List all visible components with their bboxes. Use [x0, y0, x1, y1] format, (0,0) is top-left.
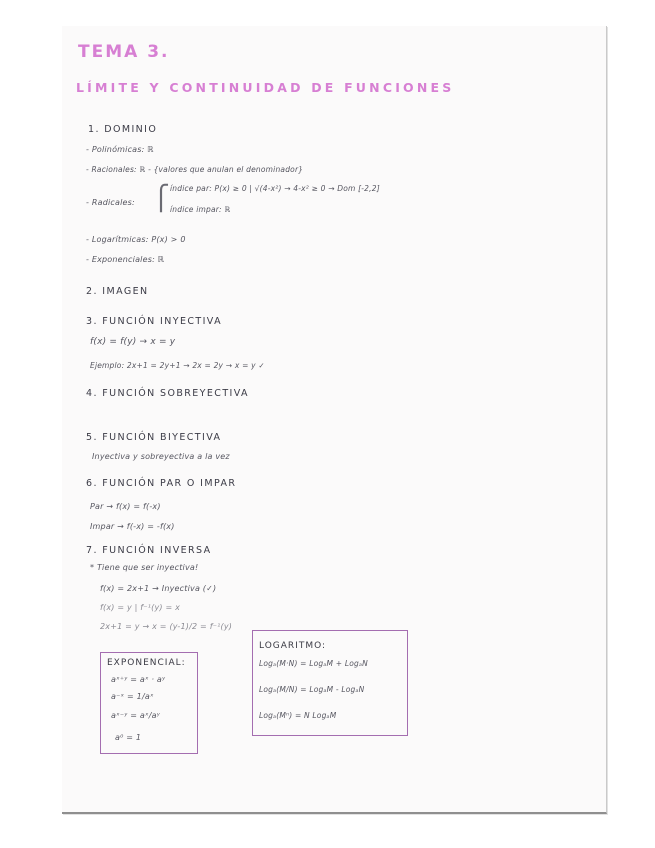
inversa-line2: f(x) = y | f⁻¹(y) = x — [100, 603, 181, 612]
dominio-racionales: - Racionales: ℝ - {valores que anulan el denominador} — [86, 165, 304, 174]
heading-sobreyectiva: 4. FUNCIÓN SOBREYECTIVA — [86, 388, 249, 399]
heading-dominio: 1. DOMINIO — [88, 124, 158, 135]
heading-imagen: 2. IMAGEN — [86, 286, 149, 297]
inversa-line3: 2x+1 = y → x = (y-1)/2 = f⁻¹(y) — [100, 622, 233, 631]
heading-par-impar: 6. FUNCIÓN PAR O IMPAR — [86, 478, 237, 489]
logaritmo-title: LOGARITMO: — [259, 641, 327, 651]
dominio-exponenciales: - Exponenciales: ℝ — [86, 255, 165, 264]
logaritmo-rule: Logₐ(Mⁿ) = N LogₐM — [259, 711, 337, 720]
exponencial-rule: a⁻ˣ = 1/aˣ — [111, 692, 154, 701]
inversa-note: * Tiene que ser inyectiva! — [90, 563, 199, 572]
heading-biyectiva: 5. FUNCIÓN BIYECTIVA — [86, 432, 222, 443]
logaritmo-rule: Logₐ(M·N) = LogₐM + LogₐN — [259, 659, 368, 668]
page-title: TEMA 3. — [78, 42, 170, 62]
brace-symbol: ⎧ — [152, 184, 171, 212]
heading-inyectiva: 3. FUNCIÓN INYECTIVA — [86, 316, 222, 327]
impar-rule: Impar → f(-x) = -f(x) — [90, 522, 175, 531]
exponencial-rule: aˣ⁻ʸ = aˣ/aʸ — [111, 711, 160, 720]
exponencial-rule: a⁰ = 1 — [115, 733, 142, 742]
logaritmo-box — [252, 630, 408, 736]
exponencial-box — [100, 652, 198, 754]
page-subtitle: LÍMITE Y CONTINUIDAD DE FUNCIONES — [76, 80, 455, 95]
dominio-logaritmicas: - Logarítmicas: P(x) > 0 — [86, 235, 186, 244]
dominio-indice-par: índice par: P(x) ≥ 0 | √(4-x²) → 4-x² ≥ 0 → Dom [-2,2] — [170, 184, 380, 193]
exponencial-rule: aˣ⁺ʸ = aˣ · aʸ — [111, 675, 166, 684]
inyectiva-example: Ejemplo: 2x+1 = 2y+1 → 2x = 2y → x = y ✓ — [90, 361, 265, 370]
dominio-radicales: - Radicales: — [86, 198, 135, 207]
logaritmo-rule: Logₐ(M/N) = LogₐM - LogₐN — [259, 685, 365, 694]
dominio-indice-impar: índice impar: ℝ — [170, 205, 231, 214]
inyectiva-rule: f(x) = f(y) → x = y — [90, 337, 176, 347]
dominio-polinomicas: - Polinómicas: ℝ — [86, 145, 154, 154]
biyectiva-text: Inyectiva y sobreyectiva a la vez — [92, 452, 230, 461]
heading-inversa: 7. FUNCIÓN INVERSA — [86, 545, 212, 556]
inversa-line1: f(x) = 2x+1 → Inyectiva (✓) — [100, 584, 217, 593]
exponencial-title: EXPONENCIAL: — [107, 658, 186, 668]
par-rule: Par → f(x) = f(-x) — [90, 502, 161, 511]
